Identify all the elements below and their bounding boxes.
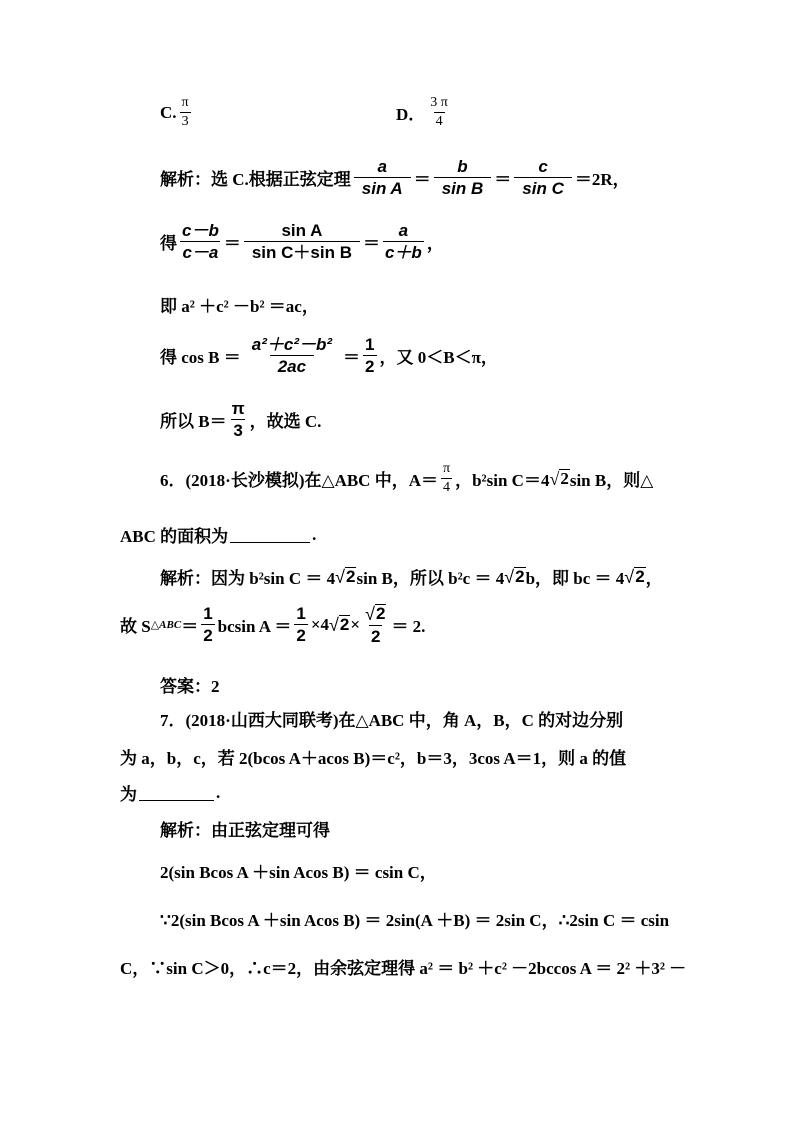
q7-question-line-2: 为 a，b，c，若 2(bcos A＋acos B)＝c²，b＝3，3cos A＝1，则 a 的值 — [120, 749, 627, 768]
fraction-cb-ca: $\frac{c-b}{c-a}$ — [182, 221, 219, 262]
option-c — [160, 96, 194, 129]
q5-solution-line-2: 得 $\frac{c-b}{c-a}$ ＝ $\frac{\text{sin A}}{\text{sin C＋sin B}}$ ＝ $\frac{a}{c+b}$ ， — [160, 221, 444, 262]
fraction-sqrt2-over-2: √ 2 2 — [365, 603, 386, 646]
q7-solution-line-1: 解析：由正弦定理可得 — [160, 821, 330, 840]
option-d-fraction: $\frac{3 \pi}{4}$ — [430, 95, 448, 129]
q5-solution-line-1: 解析：选 C.根据正弦定理 $\frac{a}{\text{sin A}}$ ＝ $\frac{b}{\text{sin B}}$ ＝ $\frac{c}{\text{sin C}}$ ＝2R， — [160, 157, 630, 198]
sqrt-2: √ 2 — [624, 566, 645, 587]
fraction-cosB: $\frac{\text{a²＋c²－b²}}{2ac}$ — [251, 335, 333, 376]
answer-blank[interactable] — [139, 784, 214, 801]
fraction-pi-3: $\frac{\pi}{3}$ — [231, 399, 245, 440]
q7-question-line-1: 7．(2018·山西大同联考)在△ABC 中，角 A，B，C 的对边分别 — [160, 711, 624, 730]
q5-solution-line-4: 得 cos B ＝ $\frac{\text{a²＋c²－b²}}{2ac}$ ＝ $\frac{1}{2}$ ，又 0＜B＜π， — [160, 335, 498, 376]
fraction-pi-4: $\frac{\pi}{4}$ — [443, 461, 451, 495]
fraction-one-half: $\frac{1}{2}$ — [296, 603, 306, 645]
q7-solution-line-3: ∵2(sin Bcos A ＋sin Acos B) ＝ 2sin(A ＋B) ＝ 2sin C，∴2sin C ＝ csin — [160, 911, 670, 930]
option-d-label: D． — [396, 105, 426, 125]
option-d — [396, 96, 453, 129]
q6-answer: 答案：2 — [160, 677, 220, 696]
fraction-a-cb: $\frac{a}{c+b}$ — [384, 221, 422, 262]
sqrt-2: √ 2 — [549, 469, 569, 490]
q7-solution-line-4: C，∵sin C＞0，∴c＝2，由余弦定理得 a² ＝ b² ＋c² －2bccos A ＝ 2² ＋3² － — [120, 959, 687, 978]
fraction-one-half: $\frac{1}{2}$ — [203, 603, 213, 645]
option-c-label: C. — [160, 102, 177, 122]
fraction-sinA-sum: $\frac{\text{sin A}}{\text{sin C＋sin B}}$ — [244, 222, 360, 262]
sqrt-2: √ 2 — [504, 566, 525, 587]
q6-solution-line-2: 故 S △ABC ＝ $\frac{1}{2}$ bcsin A ＝ $\frac{1}{2}$ ×4 √ 2 × √ 2 2 ＝ 2. — [120, 603, 426, 646]
fraction-b-sinB: $\frac{b}{\text{sin B}}$ — [434, 158, 492, 198]
q6-question-line-2: ABC 的面积为 . — [120, 524, 317, 546]
q5-solution-line-3: 即 a² ＋c² －b² ＝ac， — [160, 297, 319, 316]
fraction-one-half: $\frac{1}{2}$ — [365, 335, 375, 376]
sqrt-2: √ 2 — [335, 566, 356, 587]
answer-blank[interactable] — [230, 526, 310, 543]
option-c-fraction: $\frac{\pi}{3}$ — [181, 95, 189, 129]
fraction-c-sinC: $\frac{c}{\text{sin C}}$ — [514, 158, 572, 198]
q7-solution-line-2: 2(sin Bcos A ＋sin Acos B) ＝ csin C， — [160, 863, 437, 882]
q6-question-line-1: 6．(2018·长沙模拟)在△ABC 中，A＝ $\frac{\pi}{4}$ ，b²sin C＝4 √ 2 sin B，则△ — [160, 461, 654, 495]
q5-solution-line-5: 所以 B＝ $\frac{\pi}{3}$ ，故选 C. — [160, 399, 322, 440]
fraction-a-sinA: $\frac{a}{\text{sin A}}$ — [354, 158, 411, 198]
q7-question-line-3: 为 . — [120, 782, 221, 804]
q6-solution-line-1: 解析：因为 b²sin C ＝ 4 √ 2 sin B，所以 b²c ＝ 4 √ 2 b，即 bc ＝ 4 √ 2 ， — [160, 566, 663, 588]
sqrt-2: √ 2 — [329, 615, 350, 636]
